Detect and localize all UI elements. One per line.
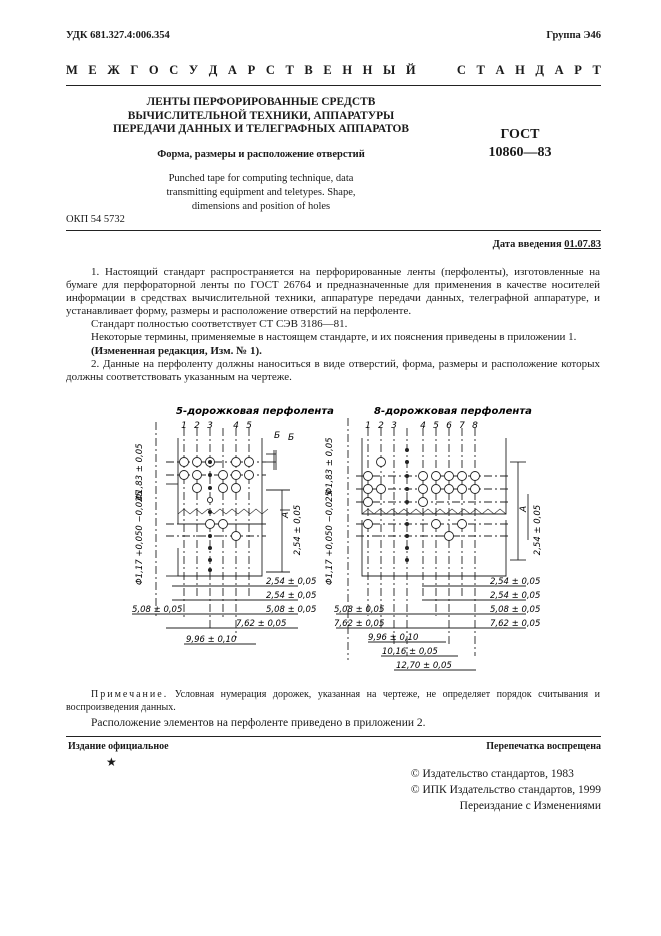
right-fig-title: 8-дорожковая перфолента <box>374 406 532 417</box>
banner-letter: Р <box>247 63 256 77</box>
okp-code: ОКП 54 5732 <box>66 214 125 225</box>
left-dimension-label: 2,54 ± 0,05 <box>266 591 317 601</box>
right-dimension-label: 2,54 ± 0,05 <box>490 591 541 601</box>
banner-letter: Е <box>88 63 97 77</box>
left-dia-small: Φ1,17 +0,050 −0,025 <box>135 491 145 585</box>
left-track-number: 1 <box>181 421 187 431</box>
right-track-number: 7 <box>459 421 465 431</box>
banner-letter: А <box>227 63 237 77</box>
english-title: Punched tape for computing technique, data transmitting equipment and teletypes. Shape, dimensions and position of holes <box>166 173 356 212</box>
banner-letter: О <box>148 63 159 77</box>
banner-letter: Д <box>208 63 218 77</box>
left-dimension-label: 9,96 ± 0,10 <box>186 635 237 645</box>
title-rule <box>66 230 601 231</box>
right-track-number: 5 <box>433 421 439 431</box>
banner-letter: Й <box>405 63 416 77</box>
right-dimension-label: 10,16 ± 0,05 <box>382 647 438 657</box>
right-dia-large: Φ1,83 ± 0,05 <box>325 437 335 495</box>
banner-letter: А <box>554 63 564 77</box>
paragraph-4: 2. Данные на перфоленту должны наноситься в виде отверстий, форма, размеры и расположение которых должны соответствовать указанным на чертеже. <box>66 357 600 383</box>
right-dia-small: Φ1,17 +0,050 −0,025 <box>325 491 335 585</box>
header-rule <box>66 85 601 86</box>
body-text <box>66 266 600 384</box>
banner-letter: Е <box>323 63 332 77</box>
right-dimension-label: 12,70 ± 0,05 <box>396 661 452 671</box>
tape-drawing <box>66 400 601 682</box>
reissue-note: Переиздание с Изменениями <box>459 800 601 812</box>
left-dimension-label: 7,62 ± 0,05 <box>236 619 287 629</box>
intro-date <box>493 239 601 250</box>
right-dimension-label: 7,62 ± 0,05 <box>490 619 541 629</box>
left-dimension-label: 5,08 ± 0,05 <box>132 605 183 615</box>
banner-letter: Н <box>515 63 525 77</box>
right-label-a: А <box>519 505 529 512</box>
footer-rule <box>66 736 601 737</box>
right-track-number: 6 <box>446 421 452 431</box>
banner-letter: Ы <box>383 63 396 77</box>
right-pitch-v: 2,54 ± 0,05 <box>533 504 543 556</box>
group-code: Группа Э46 <box>546 30 601 41</box>
banner-letter: Т <box>592 63 601 77</box>
banner-letter: С <box>456 63 466 77</box>
banner-letter: М <box>66 63 78 77</box>
standard-banner <box>66 63 601 78</box>
left-dimension-label: 2,54 ± 0,05 <box>266 577 317 587</box>
copyright-1983: © Издательство стандартов, 1983 <box>410 768 574 780</box>
note <box>66 689 600 714</box>
paragraph-1: 1. Настоящий стандарт распространяется на перфорированные ленты (перфоленты), изготовленные на бумаге для перфораторной ленты по ГОСТ 26764 и предназначенные для применения в качестве носителей информации в средствах вычислительной техники, аппаратуре передачи данных, телеграфной аппаратуре, и устанавливает форму, размеры и расположение отверстий на перфоленте. <box>66 266 600 318</box>
banner-letter: Т <box>285 63 294 77</box>
right-track-number: 1 <box>365 421 371 431</box>
left-label-b2: Б <box>288 433 295 443</box>
note-label: Примечание. <box>91 689 169 700</box>
reprint-prohibited: Перепечатка воспрещена <box>486 741 601 752</box>
banner-letter: С <box>265 63 275 77</box>
intro-date-value: 01.07.83 <box>564 239 601 250</box>
left-track-number: 3 <box>207 421 213 431</box>
banner-letter: Р <box>574 63 582 77</box>
banner-letter: Н <box>342 63 353 77</box>
intro-date-label: Дата введения <box>492 239 562 250</box>
right-dimension-label: 5,08 ± 0,05 <box>490 605 541 615</box>
official-edition: Издание официальное <box>68 741 169 752</box>
banner-letter: Т <box>476 63 485 77</box>
right-track-number: 8 <box>472 421 478 431</box>
left-label-b1: Б <box>274 431 281 441</box>
right-dimension-label: 9,96 ± 0,10 <box>368 633 419 643</box>
banner-letter: С <box>169 63 179 77</box>
right-track-number: 4 <box>420 421 426 431</box>
banner-letter: У <box>188 63 199 77</box>
left-track-number: 2 <box>194 421 200 431</box>
right-track-number: 2 <box>378 421 384 431</box>
copyright-block <box>411 766 601 814</box>
banner-letter: Ж <box>107 63 120 77</box>
right-dimension-label: 2,54 ± 0,05 <box>490 577 541 587</box>
left-track-number: 4 <box>233 421 239 431</box>
banner-letter: В <box>304 63 313 77</box>
right-dimension-label: 7,62 ± 0,05 <box>334 619 385 629</box>
paragraph-amendment: (Измененная редакция, Изм. № 1). <box>91 344 262 357</box>
paragraph-2: Стандарт полностью соответствует СТ СЭВ 3186—81. <box>91 318 348 331</box>
left-fig-title: 5-дорожковая перфолента <box>176 406 334 417</box>
copyright-1999: © ИПК Издательство стандартов, 1999 <box>410 784 601 796</box>
banner-letter: Д <box>535 63 545 77</box>
left-label-a: А <box>281 511 291 518</box>
banner-letter: А <box>495 63 505 77</box>
right-track-number: 3 <box>391 421 397 431</box>
right-dimension-label: 5,08 ± 0,05 <box>334 605 385 615</box>
banner-letter: Н <box>362 63 373 77</box>
document-title: ЛЕНТЫ ПЕРФОРИРОВАННЫЕ СРЕДСТВ ВЫЧИСЛИТЕЛЬНОЙ ТЕХНИКИ, АППАРАТУРЫ ПЕРЕДАЧИ ДАННЫХ И ТЕЛЕГРАФНЫХ АППАРАТОВ <box>113 96 409 135</box>
banner-letter: Г <box>130 63 139 77</box>
left-pitch-v: 2,54 ± 0,05 <box>293 504 303 556</box>
appendix-reference: Расположение элементов на перфоленте приведено в приложении 2. <box>91 717 426 729</box>
left-dia-large: Φ1,83 ± 0,05 <box>135 443 145 501</box>
star-icon: ★ <box>106 755 117 769</box>
left-dimension-label: 5,08 ± 0,05 <box>266 605 317 615</box>
document-subtitle: Форма, размеры и расположение отверстий <box>157 149 365 160</box>
note-text: Условная нумерация дорожек, указанная на чертеже, не определяет порядок считывания и воспроизведения данных. <box>66 689 600 713</box>
left-track-number: 5 <box>246 421 252 431</box>
gost-number: ГОСТ 10860—83 <box>488 127 552 160</box>
udc-code: УДК 681.327.4:006.354 <box>66 30 170 41</box>
paragraph-3: Некоторые термины, применяемые в настоящем стандарте, и их пояснения приведены в приложении 1. <box>91 331 577 344</box>
